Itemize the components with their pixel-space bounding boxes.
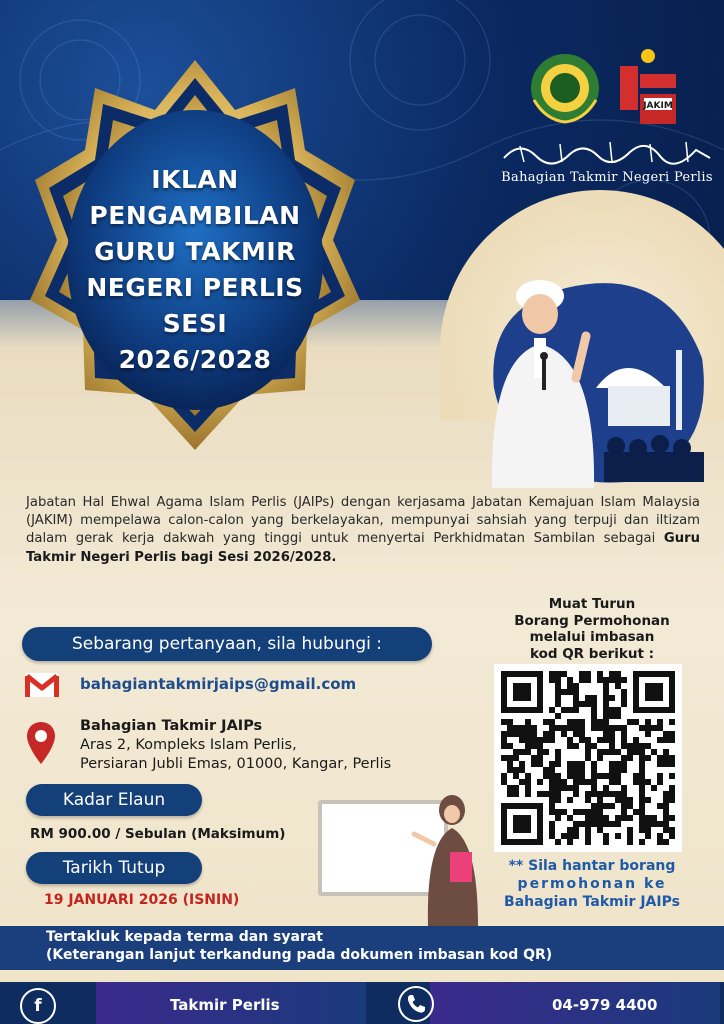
title-line: IKLAN bbox=[151, 165, 239, 194]
qr-heading-line: kod QR berikut : bbox=[529, 645, 655, 662]
allowance-label: Kadar Elaun bbox=[26, 784, 202, 816]
allowance-value: RM 900.00 / Sebulan (Maksimum) bbox=[30, 826, 286, 842]
qr-note-line: ** Sila hantar borang bbox=[508, 858, 676, 874]
address-line: Aras 2, Kompleks Islam Perlis, bbox=[80, 737, 297, 753]
title-frame bbox=[20, 40, 370, 480]
page-title bbox=[20, 162, 370, 378]
address-line: Persiaran Jubli Emas, 01000, Kangar, Perlis bbox=[80, 756, 392, 772]
preacher-illustration bbox=[476, 268, 712, 490]
qr-note-line: Bahagian Takmir JAIPs bbox=[504, 894, 680, 910]
qr-heading bbox=[492, 596, 692, 662]
intro-text: Jabatan Hal Ehwal Agama Islam Perlis (JAIPs) dengan kerjasama Jabatan Kemajuan Islam Malaysia (JAKIM) mempelawa calon-calon yang berkelayakan, mempunyai sahsiah yang terpuji dan iltizam dalam gerak kerja dakwah yang tinggi untuk menyertai Perkhidmatan Sambilan sebagai bbox=[26, 495, 700, 547]
closing-date-label: Tarikh Tutup bbox=[26, 852, 202, 884]
closing-date-value: 19 JANUARI 2026 (ISNIN) bbox=[44, 892, 240, 908]
qr-note-line: permohonan ke bbox=[517, 876, 667, 892]
address-name: Bahagian Takmir JAIPs bbox=[80, 718, 263, 734]
phone-number[interactable]: 04-979 4400 bbox=[552, 996, 658, 1014]
qr-code[interactable] bbox=[494, 664, 682, 852]
qr-note bbox=[492, 857, 692, 911]
terms-line: Tertakluk kepada terma dan syarat bbox=[46, 929, 323, 945]
arabic-calligraphy bbox=[500, 136, 714, 166]
title-line: GURU TAKMIR bbox=[94, 237, 296, 266]
svg-text:JAKIM: JAKIM bbox=[643, 101, 673, 111]
qr-heading-line: Muat Turun bbox=[548, 596, 636, 612]
perlis-crest-logo bbox=[526, 50, 604, 126]
email-address[interactable]: bahagiantakmirjaips@gmail.com bbox=[80, 675, 357, 693]
location-pin-icon bbox=[26, 720, 56, 766]
gmail-icon bbox=[24, 670, 60, 700]
title-line: NEGERI PERLIS bbox=[86, 273, 304, 302]
contact-heading: Sebarang pertanyaan, sila hubungi : bbox=[22, 627, 432, 661]
terms-line: (Keterangan lanjut terkandung pada dokumen imbasan kod QR) bbox=[46, 947, 553, 963]
phone-icon[interactable] bbox=[398, 986, 434, 1022]
facebook-icon[interactable]: f bbox=[20, 988, 56, 1024]
intro-paragraph bbox=[26, 494, 700, 567]
title-line: SESI bbox=[162, 309, 228, 338]
qr-heading-line: Borang Permohonan bbox=[514, 612, 670, 629]
department-name: Bahagian Takmir Negeri Perlis bbox=[501, 170, 713, 185]
qr-code-pattern bbox=[494, 664, 682, 852]
facebook-label[interactable]: Takmir Perlis bbox=[170, 996, 280, 1014]
title-line: 2026/2028 bbox=[118, 345, 272, 374]
intro-highlight: Guru Takmir Negeri Perlis bagi Sesi 2026/2028. bbox=[26, 531, 700, 565]
teacher-illustration bbox=[408, 794, 488, 926]
title-line: PENGAMBILAN bbox=[89, 201, 301, 230]
qr-heading-line: melalui imbasan bbox=[529, 629, 655, 645]
jakim-logo bbox=[614, 46, 682, 128]
